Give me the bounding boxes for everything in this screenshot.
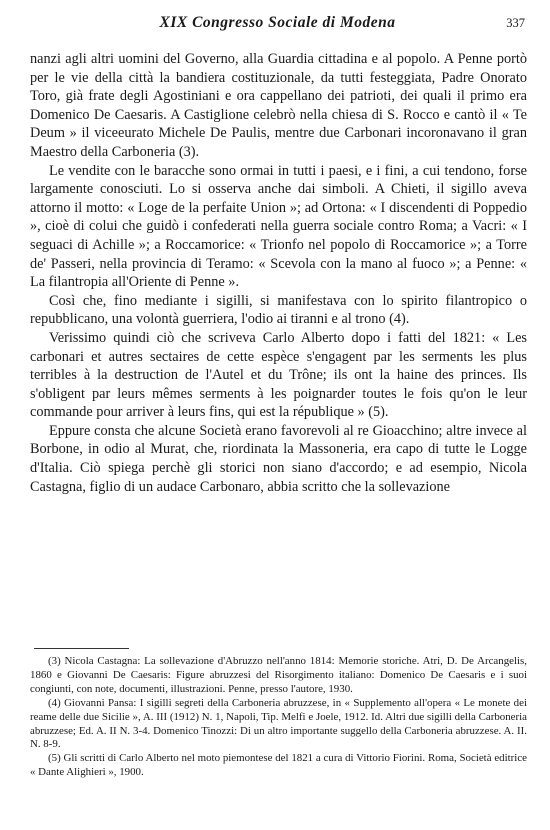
- page-header: [30, 14, 525, 34]
- footnote: (5) Gli scritti di Carlo Alberto nel moto piemontese del 1821 a cura di Vittorio Fiorini. Roma, Società editrice « Dante Alighieri », 1900.: [30, 752, 527, 779]
- body-paragraph: Così che, fino mediante i sigilli, si manifestava con lo spirito filantropico o repubblicano, una volontà guerriera, l'odio ai tiranni e al trono (4).: [30, 292, 527, 328]
- footnote-separator: [34, 648, 129, 649]
- body-paragraph: Le vendite con le baracche sono ormai in tutti i paesi, e i fini, a cui tendono, forse largamente conosciuti. Lo si osserva anche dai simboli. A Chieti, il sigillo aveva attorno il motto: « Loge de la perfaite Union »; ad Ortona: « I discendenti di Poppedio », cioè di colui che guidò i confederati nella guerra sociale contro Roma; a Vacri: « I seguaci di Achille »; a Roccamorice: « Trionfo nel popolo di Roccamorice »; a Torre de' Passeri, nella provincia di Teramo: « Scevola con la mano al fuoco »; a Penne: « La filantropia all'Oriente di Penne ».: [30, 162, 527, 291]
- footnotes: [30, 655, 527, 780]
- running-title: XIX Congresso Sociale di Modena: [159, 14, 396, 31]
- body-text: [30, 50, 527, 496]
- body-paragraph: nanzi agli altri uomini del Governo, alla Guardia cittadina e al popolo. A Penne portò per le vie della città la bandiera costituzionale, da tutti festeggiata, Padre Onorato Toro, già frate degli Agostiniani e ora cappellano dei patrioti, dei quali il primo era Domenico De Caesaris. A Castiglione celebrò nella chiesa di S. Rocco e cantò il « Te Deum » il viceeurato Michele De Paulis, mentre due Carbonari incoronavano il gran Maestro della Carboneria (3).: [30, 51, 527, 160]
- body-paragraph: Eppure consta che alcune Società erano favorevoli al re Gioacchino; altre invece al Borbone, in odio al Murat, che, riordinata la Massoneria, era capo di tutte le Logge d'Italia. Ciò spiega perchè gli storici non siano d'accordo; e ad esempio, Nicola Castagna, figlio di un audace Carbonaro, abbia scritto che la sollevazione: [30, 422, 527, 495]
- footnote: (3) Nicola Castagna: La sollevazione d'Abruzzo nell'anno 1814: Memorie storiche. Atri, D. De Arcangelis, 1860 e Giovanni De Caesaris: Figure abruzzesi del Risorgimento italiano: Domenico De Caesaris e i suoi congiunti, con note, documenti, illustrazioni. Penne, presso l'autore, 1930.: [30, 655, 527, 695]
- footnote: (4) Giovanni Pansa: I sigilli segreti della Carboneria abruzzese, in « Supplemento all'opera « Le monete dei reame delle due Sicilie », A. III (1912) N. 1, Napoli, Tip. Melfi e Joele, 1912. Id. Altri due sigilli della Carboneria abruzzese; Ed. A. II N. 3-4. Domenico Tinozzi: Di un altro importante suggello della Carboneria abruzzese. A. II. N. 8-9.: [30, 696, 527, 751]
- body-paragraph: Verissimo quindi ciò che scriveva Carlo Alberto dopo i fatti del 1821: « Les carbonari et autres sectaires de cette espèce s'engagent par les serments les plus terribles à la destruction de l'Autel et du Trône; ils ont la haine des princes. Ils s'obligent par leurs mêmes serments à les poignarder toutes le fois qu'on le leur commande pour arriver à leurs fins, qui est la république » (5).: [30, 329, 527, 421]
- page-number: 337: [506, 16, 525, 30]
